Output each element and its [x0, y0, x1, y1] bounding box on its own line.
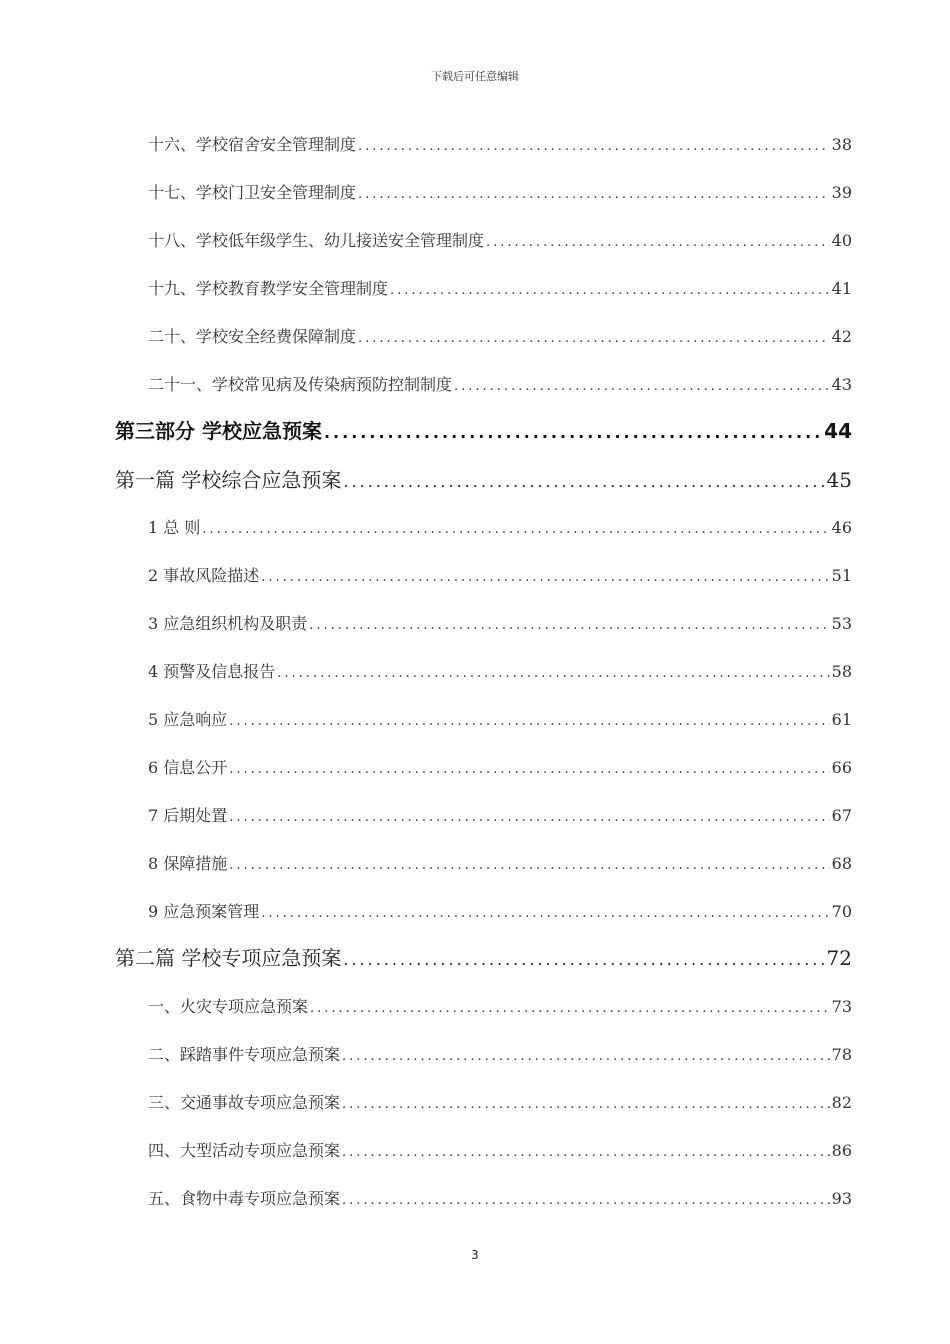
- toc-entry-page-number: 38: [831, 135, 852, 154]
- toc-entry[interactable]: [148, 226, 852, 256]
- toc-entry[interactable]: [148, 705, 852, 735]
- toc-entry[interactable]: [148, 130, 852, 160]
- toc-entry-label: 三、交通事故专项应急预案: [148, 1093, 341, 1112]
- toc-entry-page-number: 70: [831, 902, 852, 921]
- toc-entry-label: 十七、学校门卫安全管理制度: [148, 183, 357, 202]
- toc-dot-leader: [309, 611, 829, 641]
- toc-dot-leader: [229, 851, 829, 881]
- toc-dot-leader: [202, 515, 829, 545]
- toc-entry[interactable]: [148, 561, 852, 591]
- toc-dot-leader: [342, 1138, 830, 1168]
- toc-entry[interactable]: [148, 753, 852, 783]
- toc-entry-page-number: 67: [831, 806, 852, 825]
- toc-entry-page-number: 93: [831, 1189, 852, 1208]
- toc-entry[interactable]: [115, 465, 852, 495]
- toc-entry-page-number: 73: [831, 997, 852, 1016]
- toc-entry[interactable]: [148, 274, 852, 304]
- toc-entry[interactable]: [148, 801, 852, 831]
- toc-entry-label: 一、火灾专项应急预案: [148, 997, 309, 1016]
- toc-dot-leader: [342, 1042, 830, 1072]
- toc-entry-page-number: 46: [831, 518, 852, 537]
- toc-entry-page-number: 58: [831, 662, 852, 681]
- toc-entry-label: 3 应急组织机构及职责: [148, 614, 308, 633]
- toc-entry-page-number: 86: [831, 1141, 852, 1160]
- toc-entry[interactable]: [148, 513, 852, 543]
- header-note: 下载后可任意编辑: [431, 70, 519, 83]
- toc-dot-leader: [229, 707, 829, 737]
- toc-entry-page-number: 72: [826, 946, 852, 970]
- toc-dot-leader: [261, 563, 829, 593]
- toc-entry-label: 二、踩踏事件专项应急预案: [148, 1045, 341, 1064]
- toc-entry-page-number: 66: [831, 758, 852, 777]
- toc-entry-page-number: 61: [831, 710, 852, 729]
- toc-entry[interactable]: [148, 178, 852, 208]
- toc-entry-label: 十八、学校低年级学生、幼儿接送安全管理制度: [148, 231, 485, 250]
- toc-entry-label: 十六、学校宿舍安全管理制度: [148, 135, 357, 154]
- toc-entry-label: 第三部分 学校应急预案: [115, 419, 322, 443]
- toc-dot-leader: [229, 803, 829, 833]
- toc-dot-leader: [310, 994, 830, 1024]
- toc-dot-leader: [342, 1090, 830, 1120]
- toc-entry-label: 9 应急预案管理: [148, 902, 260, 921]
- toc-entry-page-number: 68: [831, 854, 852, 873]
- toc-dot-leader: [358, 324, 830, 354]
- toc-entry[interactable]: [148, 1184, 852, 1214]
- toc-entry-page-number: 45: [826, 468, 852, 492]
- toc-entry-label: 1 总 则: [148, 518, 201, 537]
- toc-dot-leader: [343, 467, 824, 497]
- toc-entry-label: 第二篇 学校专项应急预案: [115, 946, 342, 970]
- toc-entry-page-number: 44: [824, 419, 852, 443]
- toc-entry[interactable]: [115, 943, 852, 973]
- toc-entry-label: 6 信息公开: [148, 758, 228, 777]
- toc-entry-label: 十九、学校教育教学安全管理制度: [148, 279, 389, 298]
- toc-entry-label: 二十、学校安全经费保障制度: [148, 327, 357, 346]
- toc-entry[interactable]: [148, 992, 852, 1022]
- toc-entry-label: 4 预警及信息报告: [148, 662, 276, 681]
- toc-entry-label: 8 保障措施: [148, 854, 228, 873]
- page-number: 3: [471, 1248, 479, 1262]
- toc-dot-leader: [358, 132, 830, 162]
- toc-entry-page-number: 51: [831, 566, 852, 585]
- toc-entry-page-number: 40: [831, 231, 852, 250]
- toc-dot-leader: [343, 945, 824, 975]
- toc-entry[interactable]: [148, 609, 852, 639]
- toc-entry-page-number: 42: [831, 327, 852, 346]
- toc-entry-page-number: 43: [831, 375, 852, 394]
- toc-entry-page-number: 82: [831, 1093, 852, 1112]
- toc-entry[interactable]: [148, 1088, 852, 1118]
- toc-dot-leader: [261, 899, 829, 929]
- toc-dot-leader: [324, 418, 822, 448]
- toc-entry[interactable]: [148, 1136, 852, 1166]
- toc-entry-label: 二十一、学校常见病及传染病预防控制制度: [148, 375, 453, 394]
- toc-entry[interactable]: [115, 416, 852, 446]
- toc-dot-leader: [486, 228, 830, 258]
- toc-entry-label: 2 事故风险描述: [148, 566, 260, 585]
- toc-entry-page-number: 41: [831, 279, 852, 298]
- toc-dot-leader: [277, 659, 829, 689]
- toc-dot-leader: [229, 755, 829, 785]
- toc-entry[interactable]: [148, 849, 852, 879]
- toc-entry[interactable]: [148, 1040, 852, 1070]
- toc-entry[interactable]: [148, 322, 852, 352]
- toc-entry[interactable]: [148, 370, 852, 400]
- toc-dot-leader: [358, 180, 830, 210]
- toc-entry[interactable]: [148, 897, 852, 927]
- toc-entry-label: 第一篇 学校综合应急预案: [115, 468, 342, 492]
- toc-entry-page-number: 53: [831, 614, 852, 633]
- toc-entry-label: 五、食物中毒专项应急预案: [148, 1189, 341, 1208]
- toc-entry[interactable]: [148, 657, 852, 687]
- toc-dot-leader: [390, 276, 830, 306]
- toc-entry-page-number: 39: [831, 183, 852, 202]
- toc-dot-leader: [454, 372, 830, 402]
- toc-dot-leader: [342, 1186, 830, 1216]
- toc-entry-label: 5 应急响应: [148, 710, 228, 729]
- toc-entry-page-number: 78: [831, 1045, 852, 1064]
- toc-entry-label: 7 后期处置: [148, 806, 228, 825]
- toc-entry-label: 四、大型活动专项应急预案: [148, 1141, 341, 1160]
